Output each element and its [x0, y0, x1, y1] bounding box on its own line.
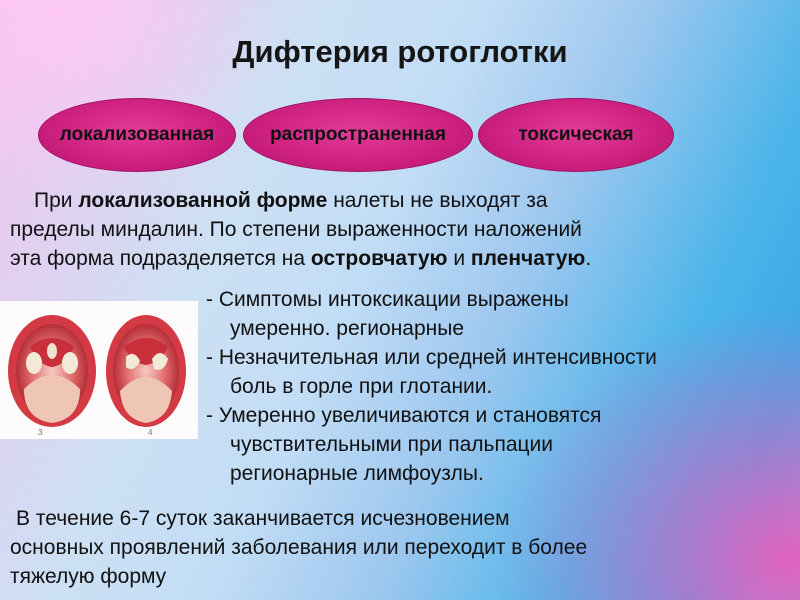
- intro-text: При: [34, 189, 79, 212]
- intro-line: пределы миндалин. По степени выраженности наложений: [10, 218, 582, 241]
- form-pill-toxic: [478, 98, 674, 172]
- symptom-line: регионарные лимфоузлы.: [230, 462, 484, 485]
- symptom-line: - Симптомы интоксикации выражены: [206, 288, 569, 311]
- throat-drawing: [0, 301, 198, 439]
- outcome-line: основных проявлений заболевания или переходит в более: [10, 536, 588, 559]
- intro-bold-insular: островчатую: [310, 247, 448, 270]
- figure-label: 4: [148, 428, 153, 437]
- symptom-line: боль в горле при глотании.: [230, 375, 493, 398]
- intro-paragraph: [10, 186, 591, 273]
- symptoms-list: [206, 285, 657, 488]
- outcome-line: В течение 6-7 суток заканчивается исчезновением: [16, 507, 510, 530]
- throat-image-right: [106, 315, 186, 427]
- form-pill-label: распространенная: [270, 124, 446, 145]
- figure-label: 3: [38, 428, 43, 437]
- form-pill-label: токсическая: [518, 124, 634, 145]
- intro-bold-localized: локализованной форме: [78, 189, 328, 212]
- throat-illustration: [0, 301, 198, 439]
- intro-text: .: [585, 247, 592, 270]
- symptom-line: умеренно. регионарные: [230, 317, 465, 340]
- throat-image-left: [8, 315, 96, 427]
- form-pill-widespread: [243, 98, 473, 172]
- form-pill-label: локализованная: [59, 124, 215, 145]
- intro-text: и: [447, 247, 471, 270]
- intro-text: эта форма подразделяется на: [10, 247, 311, 270]
- outcome-line: тяжелую форму: [10, 565, 167, 588]
- intro-bold-membranous: пленчатую: [470, 247, 586, 270]
- symptom-line: - Незначительная или средней интенсивности: [206, 346, 657, 369]
- symptom-line: - Умеренно увеличиваются и становятся: [206, 404, 602, 427]
- outcome-paragraph: [10, 504, 587, 591]
- symptom-line: чувствительными при пальпации: [230, 433, 554, 456]
- slide-title: Дифтерия ротоглотки: [232, 34, 568, 69]
- intro-text: налеты не выходят за: [327, 189, 548, 212]
- form-pill-localized: [38, 98, 236, 172]
